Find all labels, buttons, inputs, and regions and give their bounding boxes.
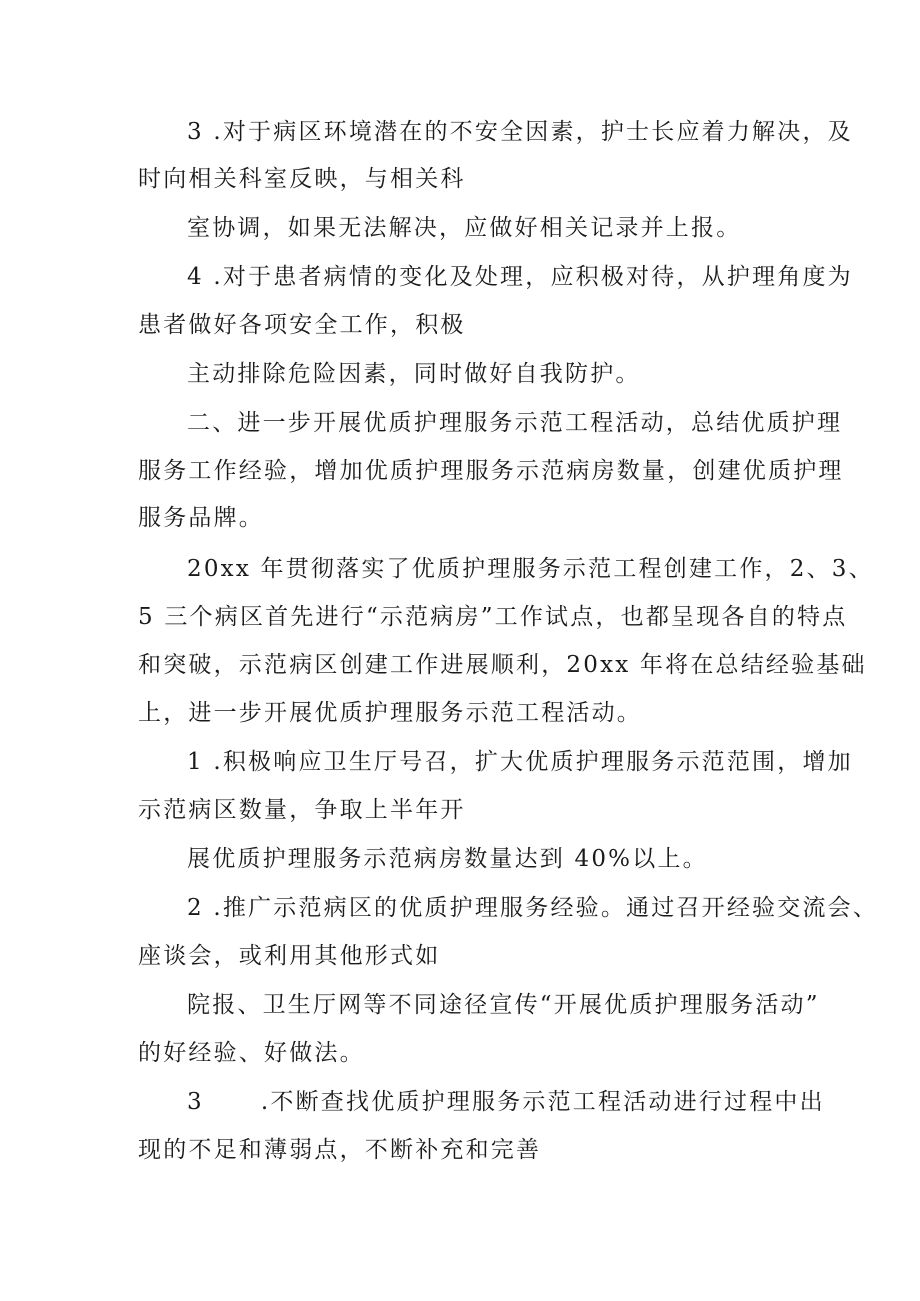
text-line: 室协调，如果无法解决，应做好相关记录并上报。 bbox=[187, 215, 742, 241]
text-line: 20xx 年贯彻落实了优质护理服务示范工程创建工作，2、3、 bbox=[187, 556, 874, 582]
text-line: 1 .积极响应卫生厅号召，扩大优质护理服务示范范围，增加 bbox=[187, 749, 853, 775]
text-line: 二、进一步开展优质护理服务示范工程活动，总结优质护理 bbox=[187, 410, 843, 436]
text-line: 3 .不断查找优质护理服务示范工程活动进行过程中出 bbox=[187, 1089, 825, 1115]
text-line: 2 .推广示范病区的优质护理服务经验。通过召开经验交流会、 bbox=[187, 895, 879, 921]
text-line: 和突破，示范病区创建工作进展顺利，20xx 年将在总结经验基础 bbox=[138, 652, 867, 678]
text-line: 上，进一步开展优质护理服务示范工程活动。 bbox=[138, 700, 642, 726]
text-line: 服务品牌。 bbox=[138, 505, 264, 531]
text-line: 的好经验、好做法。 bbox=[138, 1040, 365, 1066]
text-line: 院报、卫生厅网等不同途径宣传“开展优质护理服务活动” bbox=[187, 992, 820, 1018]
text-line: 患者做好各项安全工作，积极 bbox=[138, 312, 466, 338]
text-line: 时向相关科室反映，与相关科 bbox=[138, 166, 466, 192]
text-line: 座谈会，或利用其他形式如 bbox=[138, 943, 441, 969]
text-line: 展优质护理服务示范病房数量达到 40%以上。 bbox=[187, 846, 708, 872]
text-line: 3 .对于病区环境潜在的不安全因素，护士长应着力解决，及 bbox=[187, 119, 853, 145]
text-line: 现的不足和薄弱点，不断补充和完善 bbox=[138, 1137, 542, 1163]
text-line: 5 三个病区首先进行“示范病房”工作试点，也都呈现各自的特点 bbox=[138, 604, 848, 630]
text-line: 服务工作经验，增加优质护理服务示范病房数量，创建优质护理 bbox=[138, 458, 844, 484]
text-line: 4 .对于患者病情的变化及处理，应积极对待，从护理角度为 bbox=[187, 264, 853, 290]
text-line: 示范病区数量，争取上半年开 bbox=[138, 797, 466, 823]
text-line: 主动排除危险因素，同时做好自我防护。 bbox=[187, 361, 641, 387]
